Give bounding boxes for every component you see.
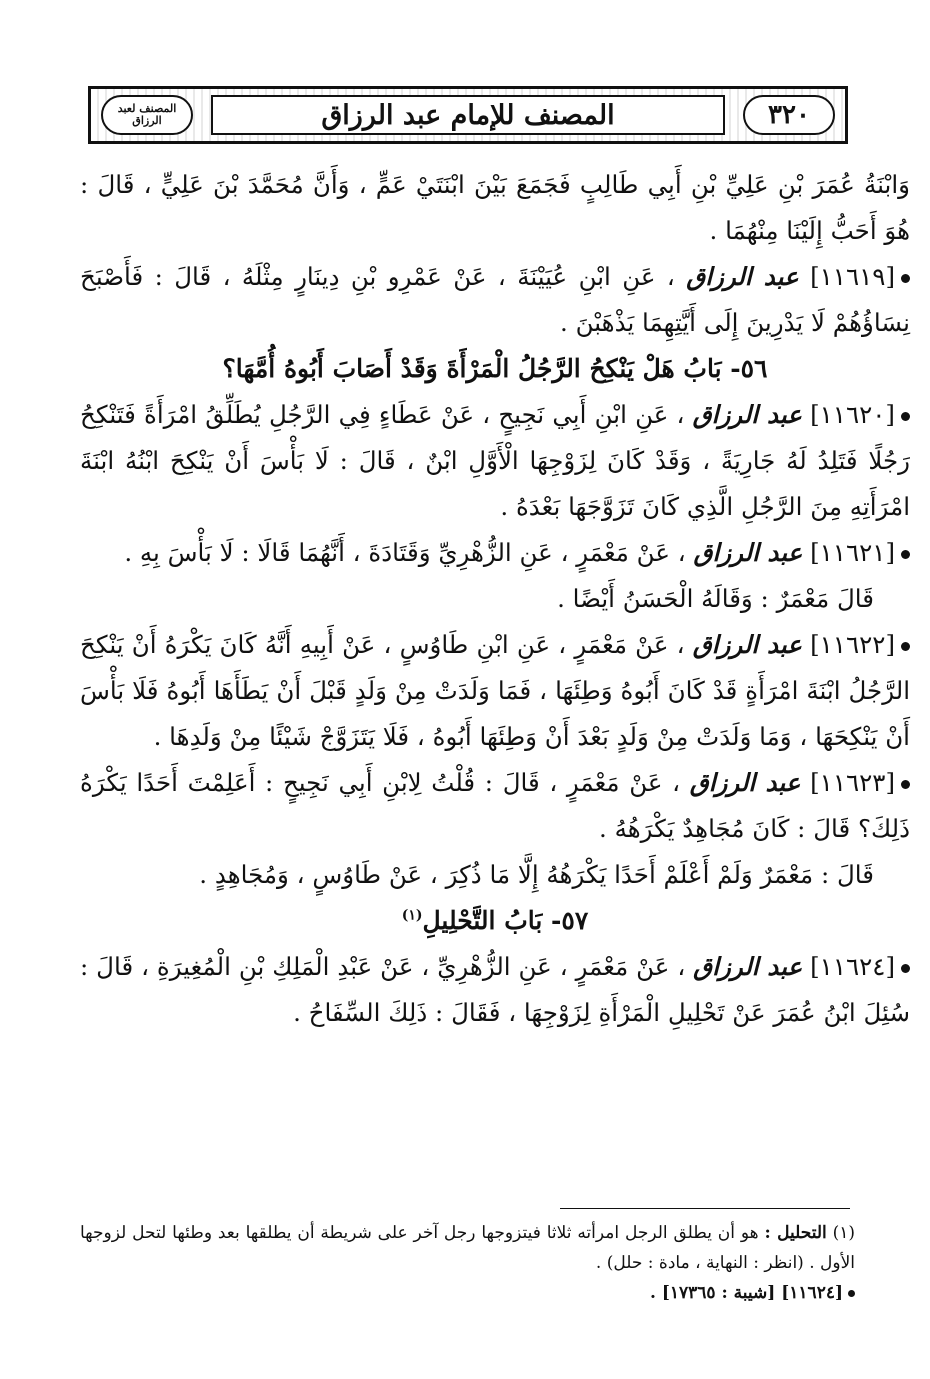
narrator-comment: قَالَ مَعْمَرٌ : وَقَالَهُ الْحَسَنُ أَيْضًا .	[557, 584, 874, 613]
footnotes	[80, 1218, 855, 1308]
page-number: ٣٢٠	[768, 100, 810, 130]
footnote-1	[80, 1218, 855, 1278]
source-name: عبد الرزاق	[689, 768, 801, 797]
hadith-text: ، عَنْ مَعْمَرٍ ، عَنِ ابْنِ طَاوُسٍ ، عَنْ أَبِيهِ أَنَّهُ كَانَ يَكْرَهُ أَنْ يَنْكِحَ الرَّجُلُ ابْنَةَ امْرَأَةٍ قَدْ كَانَ أَبُوهُ وَطِئَهَا ، فَمَا وَلَدَتْ مِنْ وَلَدٍ قَبْلَ أَنْ يَطَأَهَا أَبُوهُ فَلَا بَأْسَ أَنْ يَنْكِحَهَا ، وَمَا وَلَدَتْ مِنْ وَلَدٍ بَعْدَ أَنْ وَطِئَهَا أَبُوهُ ، فَلَا يَتَزَوَّجْ شَيْئًا مِنْ وَلَدِهَا .	[80, 630, 910, 751]
seal-cartouche	[101, 95, 193, 135]
bullet-icon	[901, 642, 910, 651]
hadith-11624	[80, 944, 910, 1036]
hadith-number: [١١٦١٩]	[810, 262, 895, 291]
hadith-text: ، عَنِ ابْنِ عُيَيْنَةَ ، عَنْ عَمْرِو بْنِ دِينَارٍ مِثْلَهُ ، قَالَ : فَأَصْبَحَ نِسَاؤُهُمْ لَا يَدْرِينَ إِلَى أَيَّتِهِمَا يَذْهَبْنَ .	[80, 262, 910, 337]
continuation-paragraph: وَابْنَةُ عُمَرَ بْنِ عَلِيِّ بْنِ أَبِي طَالِبٍ فَجَمَعَ بَيْنَ ابْنَتَيْ عَمٍّ ، وَأَنَّ مُحَمَّدَ بْنَ عَلِيٍّ ، قَالَ : هُوَ أَحَبُّ إِلَيْنَا مِنْهُمَا .	[80, 170, 910, 245]
footnote-marker: (١)	[401, 907, 423, 924]
hadith-11619	[80, 254, 910, 346]
footnote-text: هو أن يطلق الرجل امرأته ثلاثا فيتزوجها رجل آخر على شريطة أن يطلقها بعد وطئها لتحل لزوجها الأول . (انظر : النهاية ، مادة : حلل) .	[80, 1223, 855, 1273]
hadith-number: [١١٦٢٤]	[810, 952, 896, 981]
page-number-cartouche	[743, 95, 835, 135]
chapter-heading-57	[80, 898, 910, 944]
footnote-number: (١)	[832, 1223, 856, 1243]
bullet-icon	[901, 550, 910, 559]
hadith-number: [١١٦٢٣]	[810, 768, 896, 797]
hadith-number: [١١٦٢٢]	[810, 630, 895, 659]
chapter-heading-56: ٥٦- بَابُ هَلْ يَنْكِحُ الرَّجُلُ الْمَرْأَةَ وَقَدْ أَصَابَ أَبُوهُ أُمَّهَا؟	[222, 354, 768, 383]
book-title: المصنف للإمام عبد الرزاق	[321, 99, 615, 131]
hadith-11620	[80, 392, 910, 530]
hadith-11621	[80, 530, 910, 576]
source-name: عبد الرزاق	[686, 262, 799, 291]
hadith-text: ، عَنْ مَعْمَرٍ ، قَالَ : قُلْتُ لِابْنِ أَبِي نَجِيحٍ : أَعَلِمْتَ أَحَدًا يَكْرَهُ ذَلِكَ؟ قَالَ : كَانَ مُجَاهِدٌ يَكْرَهُهُ .	[80, 768, 910, 843]
cross-reference-text: [١١٦٢٤] [شيبة : ١٧٣٦٥] .	[650, 1283, 843, 1303]
page-header	[88, 86, 848, 144]
hadith-text: ، عَنْ مَعْمَرٍ ، عَنِ الزُّهْرِيِّ ، عَنْ عَبْدِ الْمَلِكِ بْنِ الْمُغِيرَةِ ، قَالَ : سُئِلَ ابْنُ عُمَرَ عَنْ تَحْلِيلِ الْمَرْأَةِ لِزَوْجِهَا ، فَقَالَ : ذَلِكَ السِّفَاحُ .	[80, 952, 910, 1027]
hadith-number: [١١٦٢١]	[810, 538, 895, 567]
bullet-icon	[901, 780, 910, 789]
hadith-11622	[80, 622, 910, 760]
source-name: عبد الرزاق	[692, 630, 802, 659]
cross-reference	[80, 1278, 855, 1308]
narrator-comment: قَالَ : مَعْمَرٌ وَلَمْ أَعْلَمْ أَحَدًا يَكْرَهُهُ إِلَّا مَا ذُكِرَ ، عَنْ طَاوُسٍ ، وَمُجَاهِدٍ .	[199, 860, 874, 889]
title-cartouche	[211, 95, 725, 135]
bullet-icon	[901, 964, 910, 973]
main-text	[80, 162, 910, 1036]
footnote-term: التحليل :	[764, 1223, 827, 1243]
bullet-icon	[901, 412, 910, 421]
source-name: عبد الرزاق	[692, 400, 802, 429]
hadith-number: [١١٦٢٠]	[810, 400, 895, 429]
bullet-icon	[901, 274, 910, 283]
book-seal-logo: المصنف لعبد الرزاق	[117, 102, 177, 127]
hadith-text: ، عَنْ مَعْمَرٍ ، عَنِ الزُّهْرِيِّ وَقَتَادَةَ ، أَنَّهُمَا قَالَا : لَا بَأْسَ بِهِ .	[124, 538, 686, 567]
source-name: عبد الرزاق	[693, 952, 803, 981]
source-name: عبد الرزاق	[693, 538, 803, 567]
hadith-11623	[80, 760, 910, 852]
footnote-divider	[560, 1208, 850, 1209]
hadith-text: ، عَنِ ابْنِ أَبِي نَجِيحٍ ، عَنْ عَطَاءٍ فِي الرَّجُلِ يُطَلِّقُ امْرَأَةً فَتَنْكِحُ رَجُلًا فَتَلِدُ لَهُ جَارِيَةً ، وَقَدْ كَانَ لِزَوْجِهَا الْأَوَّلِ ابْنٌ ، قَالَ : لَا بَأْسَ أَنْ يَنْكِحَ ابْنُهُ ابْنَةَ امْرَأَتِهِ مِنَ الرَّجُلِ الَّذِي كَانَ تَزَوَّجَهَا بَعْدَهُ .	[80, 400, 910, 521]
chapter-heading-text: ٥٧- بَابُ التَّحْلِيلِ	[422, 906, 589, 935]
bullet-icon	[848, 1290, 855, 1297]
